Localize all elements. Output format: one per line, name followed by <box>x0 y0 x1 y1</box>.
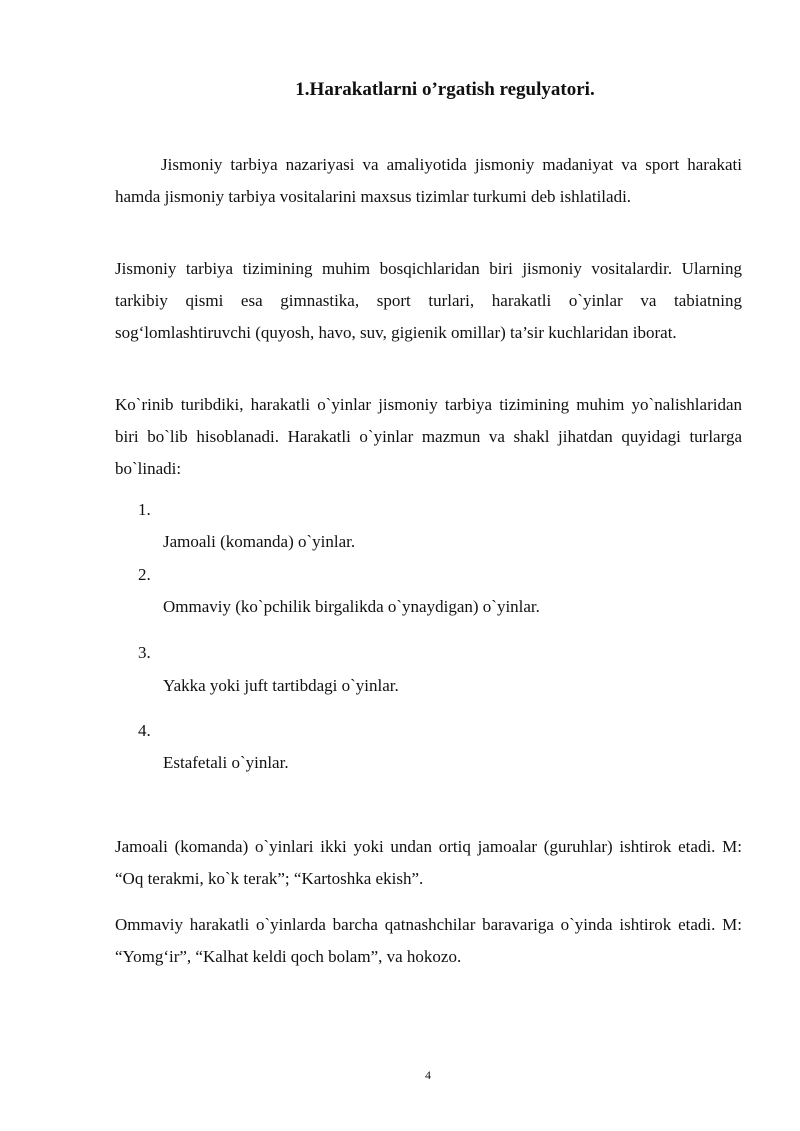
list-item-number: 4. <box>138 721 151 740</box>
list-item-text: Jamoali (komanda) o`yinlar. <box>163 532 356 551</box>
paragraph-game-types: Ko`rinib turibdiki, harakatli o`yinlar jismoniy tarbiya tizimining muhim yo`nalishlaridan biri bo`lib hisoblanadi. Harakatli o`yinlar mazmun va shakl jihatdan quyidagi turlarga bo`linadi: <box>115 395 742 478</box>
paragraph-intro: Jismoniy tarbiya nazariyasi va amaliyotida jismoniy madaniyat va sport harakati hamda jismoniy tarbiya vositalarini maxsus tizimlar turkumi deb ishlatiladi. <box>115 155 742 206</box>
list-item-text: Ommaviy (ko`pchilik birgalikda o`ynaydigan) o`yinlar. <box>163 597 540 616</box>
list-item-number: 1. <box>138 500 151 519</box>
list-item-text: Estafetali o`yinlar. <box>163 753 289 772</box>
list-item-number: 2. <box>138 565 151 584</box>
page-title: 1.Harakatlarni o’rgatish regulyatori. <box>295 79 595 100</box>
paragraph-team-games: Jamoali (komanda) o`yinlari ikki yoki undan ortiq jamoalar (guruhlar) ishtirok etadi. M: “Oq terakmi, ko`k terak”; “Kartoshka ekish”. <box>115 837 742 888</box>
page-number: 4 <box>425 1068 431 1082</box>
list-item-text: Yakka yoki juft tartibdagi o`yinlar. <box>163 676 399 695</box>
paragraph-mass-games: Ommaviy harakatli o`yinlarda barcha qatnashchilar baravariga o`yinda ishtirok etadi. M: “Yomg‘ir”, “Kalhat keldi qoch bolam”, va hokozo. <box>115 915 742 966</box>
paragraph-physical-means: Jismoniy tarbiya tizimining muhim bosqichlaridan biri jismoniy vositalardir. Ularning tarkibiy qismi esa gimnastika, sport turlari, harakatli o`yinlar va tabiatning sog‘lomlashtiruvchi (quyosh, havo, suv, gigienik omillar) ta’sir kuchlaridan iborat. <box>115 259 742 342</box>
list-item-number: 3. <box>138 643 151 662</box>
